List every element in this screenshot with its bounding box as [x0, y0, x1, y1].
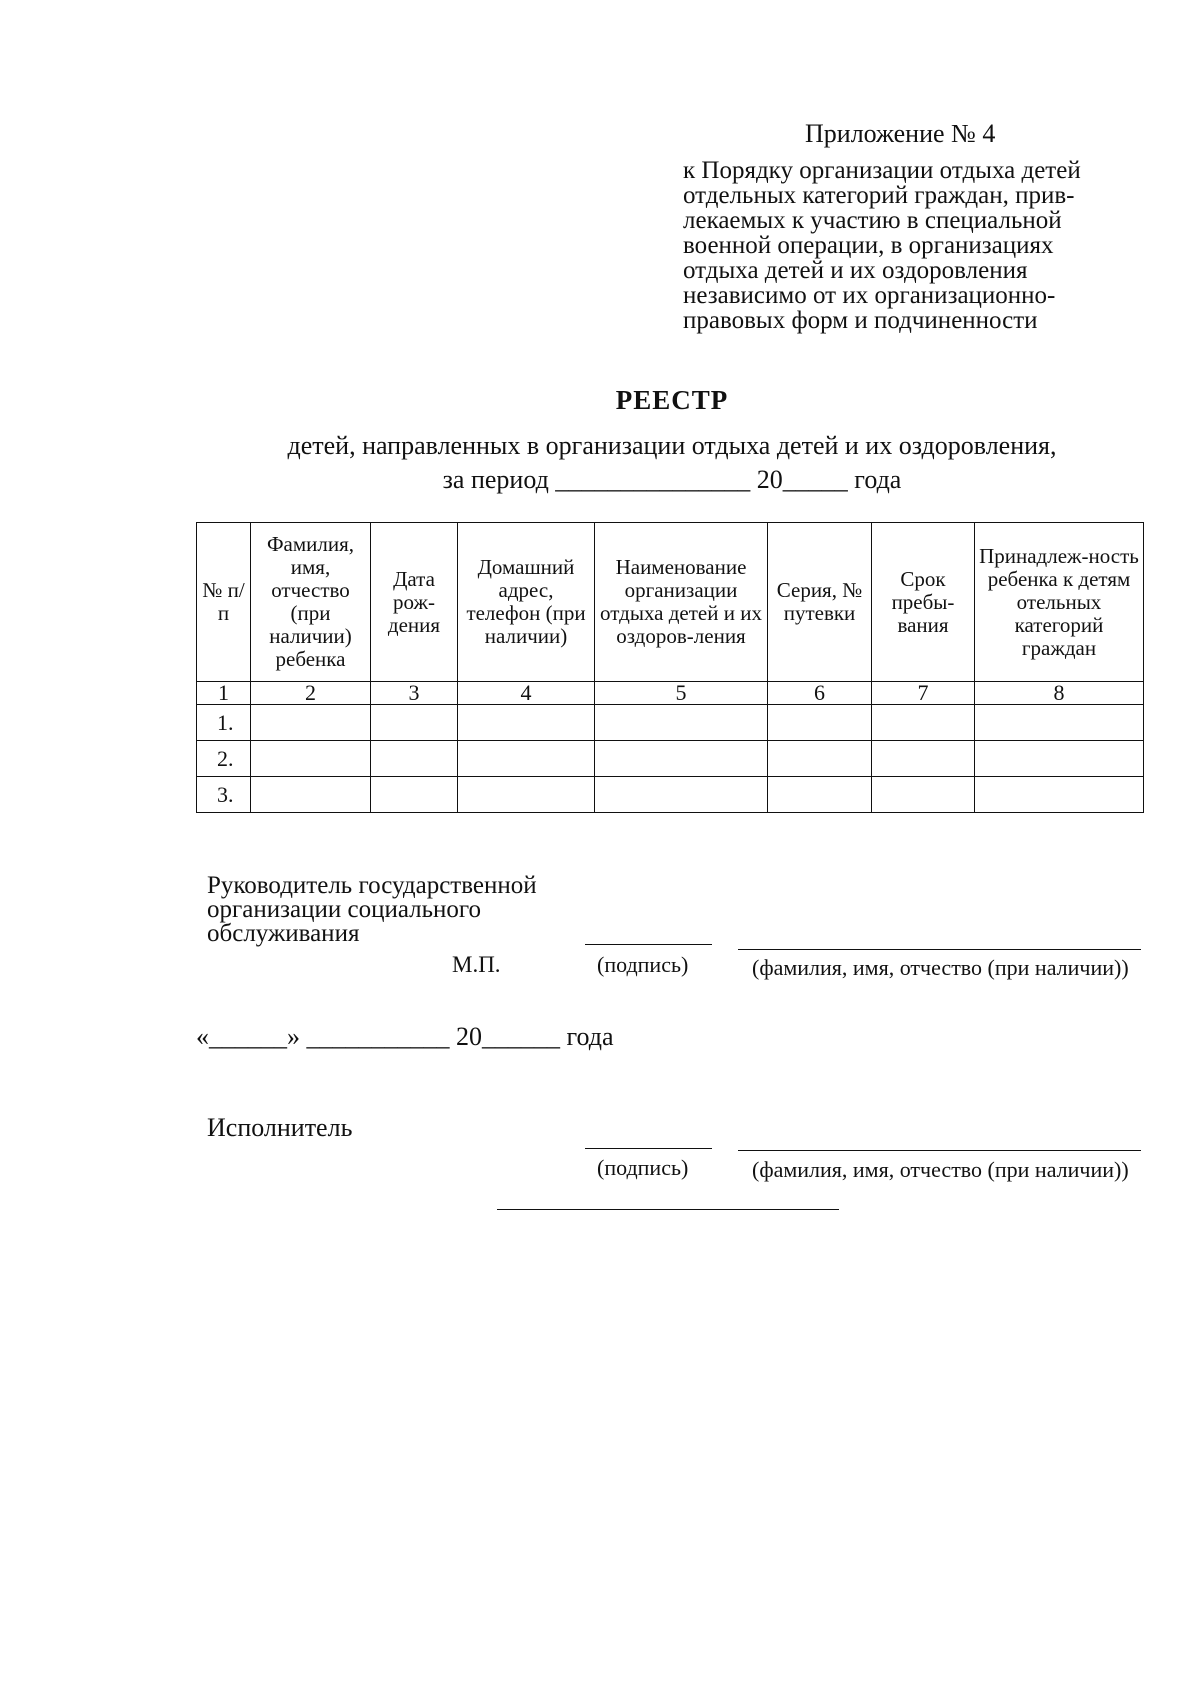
executor-label: Исполнитель	[207, 1113, 353, 1142]
table-cell	[371, 741, 458, 777]
table-cell	[872, 705, 975, 741]
signatory-line: организации социального	[207, 896, 482, 923]
table-cell	[595, 777, 768, 813]
table-row	[197, 705, 1144, 741]
table-cell	[872, 741, 975, 777]
signature-line	[585, 944, 712, 945]
header-voucher: Серия, № путевки	[768, 523, 872, 682]
registry-period: за период _______________ 20_____ года	[442, 465, 902, 494]
name-caption: (фамилия, имя, отчество (при наличии))	[752, 1157, 1129, 1182]
table-cell	[251, 777, 371, 813]
header-birth-date: Дата рож-дения	[371, 523, 458, 682]
registry-title: РЕЕСТР	[615, 385, 729, 415]
table-cell	[251, 705, 371, 741]
table-cell	[872, 777, 975, 813]
row-index: 2.	[197, 741, 251, 777]
header-full-name: Фамилия, имя, отчество (при наличии) ребенка	[251, 523, 371, 682]
table-cell	[371, 777, 458, 813]
appendix-line: отдельных категорий граждан, прив-	[683, 182, 1075, 209]
registry-subtitle: детей, направленных в организации отдыха детей и их оздоровления,	[287, 431, 1057, 460]
column-number-row	[197, 682, 1144, 705]
column-number: 8	[975, 682, 1144, 705]
signature-caption: (подпись)	[597, 952, 689, 977]
name-line	[738, 949, 1141, 950]
header-organization: Наименование организации отдыха детей и их оздоров-ления	[595, 523, 768, 682]
table-cell	[251, 741, 371, 777]
table-cell	[975, 705, 1144, 741]
header-category: Принадлеж-ность ребенка к детям отельных категорий граждан	[975, 523, 1144, 682]
table-row	[197, 741, 1144, 777]
column-number: 2	[251, 682, 371, 705]
signatory-line: Руководитель государственной	[207, 872, 537, 899]
table-cell	[595, 705, 768, 741]
table-cell	[458, 777, 595, 813]
stamp-place-label: М.П.	[452, 952, 501, 977]
table-cell	[975, 741, 1144, 777]
appendix-line: отдыха детей и их оздоровления	[683, 257, 1028, 284]
name-caption: (фамилия, имя, отчество (при наличии))	[752, 955, 1129, 980]
table-cell	[595, 741, 768, 777]
appendix-line: лекаемых к участию в специальной	[683, 207, 1062, 234]
table-cell	[768, 741, 872, 777]
head-signatory-label	[207, 874, 537, 946]
table-cell	[975, 777, 1144, 813]
table-cell	[768, 705, 872, 741]
column-number: 5	[595, 682, 768, 705]
table-cell	[371, 705, 458, 741]
registry-table	[196, 522, 1144, 813]
column-number: 6	[768, 682, 872, 705]
table-cell	[458, 705, 595, 741]
column-number: 3	[371, 682, 458, 705]
column-number: 1	[197, 682, 251, 705]
row-index: 1.	[197, 705, 251, 741]
date-line: «______» ___________ 20______ года	[196, 1022, 614, 1051]
table-row	[197, 777, 1144, 813]
column-number: 4	[458, 682, 595, 705]
name-line	[738, 1150, 1141, 1151]
closing-separator	[497, 1209, 839, 1210]
header-address: Домашний адрес, телефон (при наличии)	[458, 523, 595, 682]
signature-line	[585, 1148, 712, 1149]
row-index: 3.	[197, 777, 251, 813]
header-number: № п/п	[197, 523, 251, 682]
table-cell	[458, 741, 595, 777]
signature-caption: (подпись)	[597, 1155, 689, 1180]
appendix-line: военной операции, в организациях	[683, 232, 1054, 259]
appendix-title: Приложение № 4	[805, 119, 996, 148]
column-number: 7	[872, 682, 975, 705]
table-cell	[768, 777, 872, 813]
header-stay-period: Срок пребы-вания	[872, 523, 975, 682]
signatory-line: обслуживания	[207, 920, 360, 947]
appendix-line: правовых форм и подчиненности	[683, 307, 1038, 334]
table-header-row	[197, 523, 1144, 682]
appendix-line: к Порядку организации отдыха детей	[683, 157, 1081, 184]
appendix-reference	[683, 158, 1153, 333]
appendix-line: независимо от их организационно-	[683, 282, 1056, 309]
